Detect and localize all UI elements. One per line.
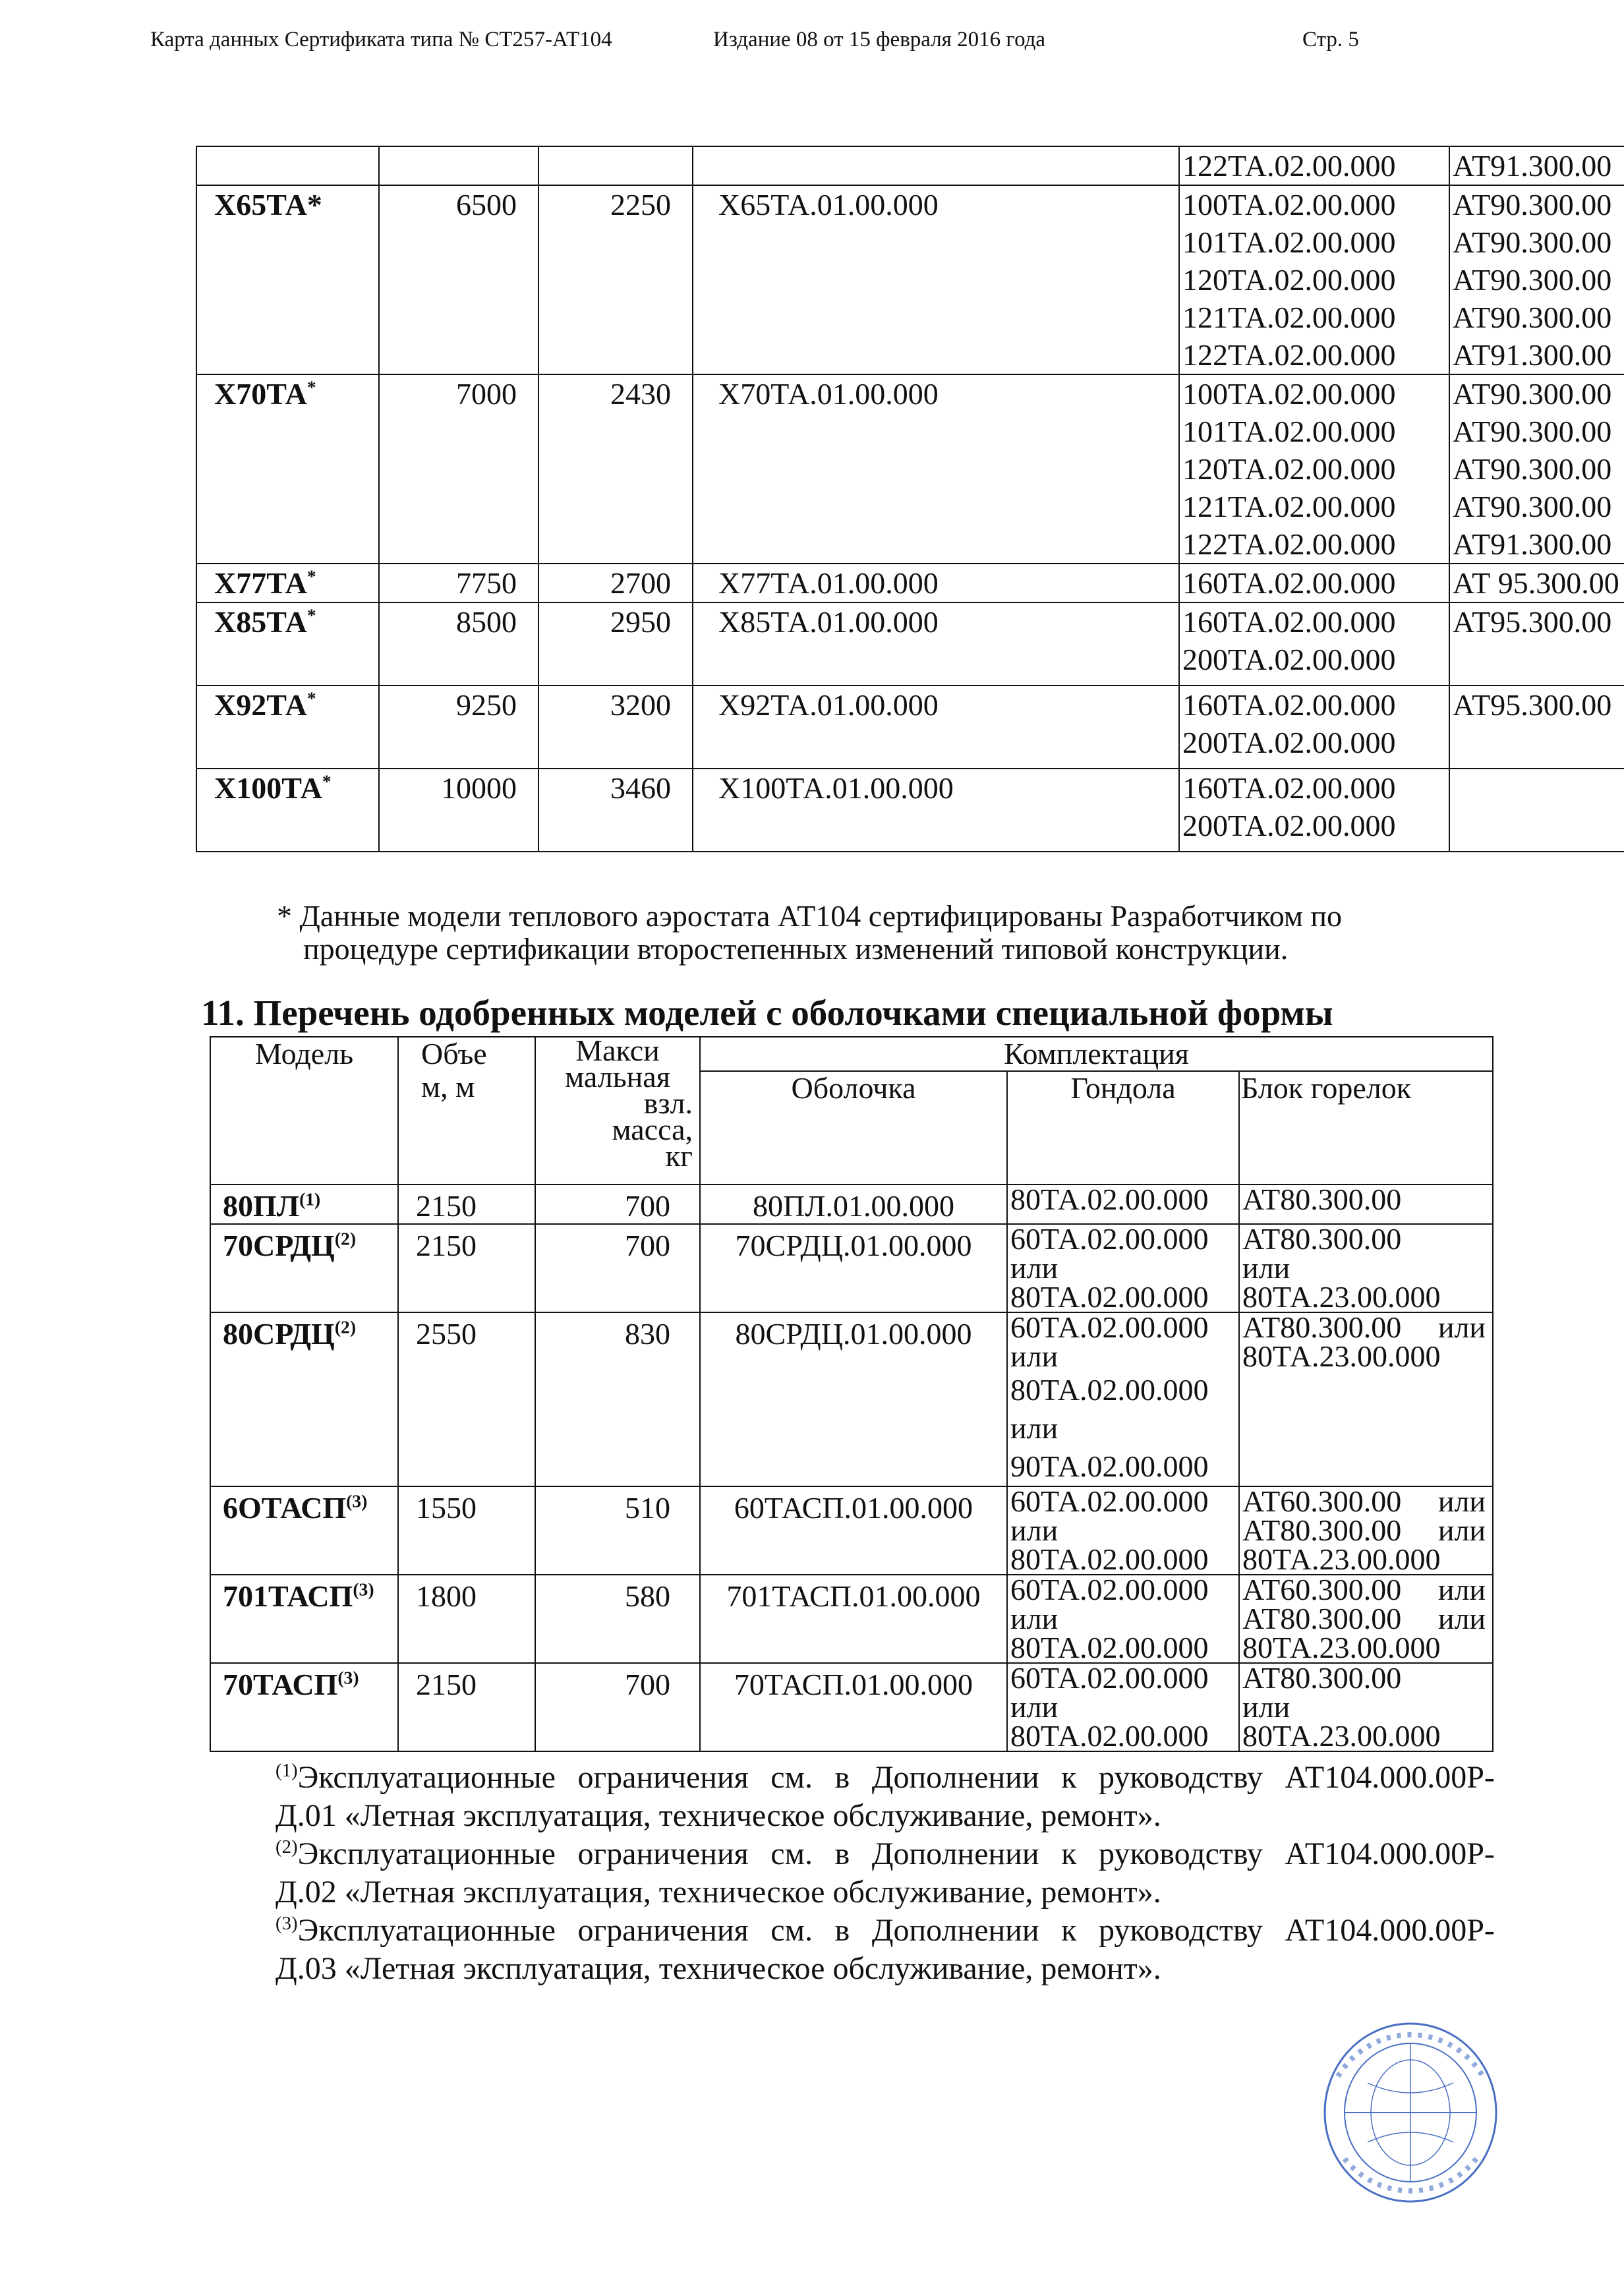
gondola-code: 101ТА.02.00.000 <box>1182 225 1396 259</box>
model-name: Х65ТА* <box>214 188 322 221</box>
header-model: Модель <box>210 1037 398 1184</box>
envelope-cell: Х85ТА.01.00.000 <box>693 602 1179 686</box>
note-lead <box>276 1835 556 1873</box>
burner-code: АТ 95.300.00 <box>1453 566 1619 600</box>
burner-cell <box>1449 769 1624 852</box>
header-kit: Комплектация <box>700 1037 1493 1071</box>
burner-code: 80ТА.23.00.000 <box>1242 1339 1441 1373</box>
note-word: см. <box>770 1913 813 1948</box>
envelope-cell: Х65ТА.01.00.000 <box>693 185 1179 374</box>
note-mark: (3) <box>346 1490 368 1511</box>
or-word: или <box>1010 1690 1058 1724</box>
envelope-cell: 80ПЛ.01.00.000 <box>700 1184 1007 1224</box>
gondola-code: 100ТА.02.00.000 <box>1182 188 1396 221</box>
table-row <box>210 1224 1493 1312</box>
table-row <box>210 1663 1493 1751</box>
note-word: Эксплуатационные <box>297 1760 556 1795</box>
model-cell <box>210 1575 398 1663</box>
note-word: Дополнении <box>871 1760 1039 1795</box>
note-word: ограничения <box>577 1760 749 1795</box>
volume-cell: 1550 <box>398 1486 535 1575</box>
gondola-code: 160ТА.02.00.000 <box>1182 771 1396 805</box>
burner-code: АТ90.300.00 <box>1453 415 1612 448</box>
mass-cell: 2430 <box>538 374 693 564</box>
mass-cell: 2700 <box>538 564 693 602</box>
burner-code: АТ90.300.00 <box>1453 225 1612 259</box>
or-word: или <box>1010 1251 1058 1285</box>
gondola-code: 160ТА.02.00.000 <box>1182 566 1396 600</box>
burner-code: АТ80.300.00 <box>1242 1312 1402 1344</box>
header-edition: Издание 08 от 15 февраля 2016 года <box>713 28 1046 51</box>
burner-cell <box>1449 686 1624 769</box>
gondola-code: 160ТА.02.00.000 <box>1182 605 1396 639</box>
model-name: 6ОТАСП <box>223 1491 347 1525</box>
special-shape-models-table <box>210 1036 1494 1752</box>
table-row <box>196 564 1624 602</box>
gondola-code: 120ТА.02.00.000 <box>1182 452 1396 486</box>
table-row <box>210 1575 1493 1663</box>
model-name: 80ПЛ <box>223 1189 300 1223</box>
model-name: Х100ТА <box>214 771 322 805</box>
gondola-cell <box>1179 686 1449 769</box>
note-word: в <box>834 1913 850 1948</box>
star-footnote <box>277 900 1503 966</box>
gondola-code: 80ТА.02.00.000 <box>1010 1184 1209 1216</box>
note-line-continued: Д.02 «Летная эксплуатация, техническое обслуживание, ремонт». <box>276 1875 1161 1910</box>
note-line-continued: Д.01 «Летная эксплуатация, техническое обслуживание, ремонт». <box>276 1798 1161 1833</box>
burner-code: АТ80.300.00 <box>1242 1224 1402 1256</box>
model-cell <box>196 686 379 769</box>
burner-code: АТ95.300.00 <box>1453 688 1612 722</box>
note-word: руководству <box>1098 1760 1263 1795</box>
gondola-code: 122ТА.02.00.000 <box>1182 527 1396 561</box>
mass-cell: 700 <box>535 1663 700 1751</box>
mass-cell: 830 <box>535 1312 700 1486</box>
volume-cell: 10000 <box>379 769 538 852</box>
note-word: Дополнении <box>871 1836 1039 1871</box>
envelope-cell: Х100ТА.01.00.000 <box>693 769 1179 852</box>
note-word: к <box>1061 1760 1077 1795</box>
gondola-code: 122ТА.02.00.000 <box>1182 338 1396 372</box>
model-name: Х85ТА <box>214 605 307 639</box>
gondola-code: 80ТА.02.00.000 <box>1010 1542 1209 1575</box>
burner-cell <box>1449 602 1624 686</box>
gondola-code: 80ТА.02.00.000 <box>1010 1631 1209 1663</box>
volume-cell: 8500 <box>379 602 538 686</box>
mass-cell: 3460 <box>538 769 693 852</box>
volume-cell: 7000 <box>379 374 538 564</box>
model-name: Х77ТА <box>214 566 307 600</box>
gondola-code: 100ТА.02.00.000 <box>1182 377 1396 411</box>
note-mark: (3) <box>337 1667 359 1688</box>
volume-cell: 7750 <box>379 564 538 602</box>
volume-cell: 2150 <box>398 1184 535 1224</box>
burner-code: АТ91.300.00 <box>1453 338 1612 372</box>
note-mark: (1) <box>299 1188 321 1210</box>
volume-cell: 2550 <box>398 1312 535 1486</box>
burner-cell <box>1449 185 1624 374</box>
or-word: или <box>1437 1602 1486 1635</box>
header-gondola: Гондола <box>1007 1071 1239 1184</box>
mass-cell: 510 <box>535 1486 700 1575</box>
gondola-code: 200ТА.02.00.000 <box>1182 643 1396 676</box>
burner-cell <box>1239 1663 1493 1751</box>
mass-cell: 580 <box>535 1575 700 1663</box>
official-seal-icon <box>1318 2017 1503 2208</box>
gondola-code: 60ТА.02.00.000 <box>1010 1486 1209 1518</box>
asterisk-mark: * <box>306 566 316 587</box>
envelope-cell: 80СРДЦ.01.00.000 <box>700 1312 1007 1486</box>
gondola-code: 121ТА.02.00.000 <box>1182 490 1396 523</box>
star-footnote-line1: * Данные модели теплового аэростата АТ104 сертифицированы Разработчиком по <box>277 899 1343 933</box>
burner-cell <box>1239 1184 1493 1224</box>
table-row <box>196 769 1624 852</box>
note-mark: (3) <box>276 1913 298 1934</box>
gondola-code: 200ТА.02.00.000 <box>1182 726 1396 759</box>
gondola-cell <box>1007 1224 1239 1312</box>
burner-code: АТ90.300.00 <box>1453 301 1612 334</box>
gondola-cell <box>1179 185 1449 374</box>
table-row <box>196 374 1624 564</box>
burner-cell <box>1239 1224 1493 1312</box>
note-word: к <box>1061 1836 1077 1871</box>
model-cell <box>210 1663 398 1751</box>
mass-cell: 2950 <box>538 602 693 686</box>
model-cell <box>196 564 379 602</box>
burner-code: АТ91.300.00 <box>1453 527 1612 561</box>
mass-cell: 2250 <box>538 185 693 374</box>
table-notes <box>276 1759 1495 1988</box>
header-mass: Макси мальная взл. масса, кг <box>535 1037 700 1184</box>
model-name: 80СРДЦ <box>223 1317 335 1351</box>
envelope-cell: 70ТАСП.01.00.000 <box>700 1663 1007 1751</box>
or-word: или <box>1010 1339 1058 1373</box>
envelope-cell: Х92ТА.01.00.000 <box>693 686 1179 769</box>
burner-code: АТ90.300.00 <box>1453 377 1612 411</box>
burner-code: АТ90.300.00 <box>1453 452 1612 486</box>
burner-cell: АТ91.300.00 <box>1449 146 1624 185</box>
note-word: см. <box>770 1760 813 1795</box>
asterisk-mark: * <box>322 771 332 792</box>
or-word: или <box>1242 1251 1290 1285</box>
note-word: ограничения <box>577 1913 749 1948</box>
envelope-cell: Х77ТА.01.00.000 <box>693 564 1179 602</box>
table-row <box>196 146 1624 185</box>
model-cell <box>196 374 379 564</box>
gondola-code: 120ТА.02.00.000 <box>1182 263 1396 297</box>
or-word: или <box>1437 1575 1486 1606</box>
note-mark: (2) <box>334 1228 357 1249</box>
star-footnote-line2: процедуре сертификации второстепенных изменений типовой конструкции. <box>303 932 1289 966</box>
gondola-code: 60ТА.02.00.000 <box>1010 1575 1209 1606</box>
burner-code: АТ60.300.00 <box>1242 1486 1402 1518</box>
model-name: 701ТАСП <box>223 1579 353 1613</box>
gondola-code: 80ТА.02.00.000 <box>1010 1719 1209 1751</box>
gondola-cell <box>1007 1312 1239 1486</box>
note-line <box>276 1912 1495 1950</box>
envelope-cell: 701ТАСП.01.00.000 <box>700 1575 1007 1663</box>
burner-code: 80ТА.23.00.000 <box>1242 1280 1441 1312</box>
burner-cell <box>1449 564 1624 602</box>
gondola-cell <box>1007 1663 1239 1751</box>
note-word: к <box>1061 1913 1077 1948</box>
burner-cell <box>1239 1312 1493 1486</box>
gondola-cell <box>1007 1486 1239 1575</box>
envelope-cell: 70СРДЦ.01.00.000 <box>700 1224 1007 1312</box>
volume-cell: 2150 <box>398 1224 535 1312</box>
note-mark: (3) <box>353 1579 374 1600</box>
gondola-cell <box>1179 769 1449 852</box>
envelope-cell: 60ТАСП.01.00.000 <box>700 1486 1007 1575</box>
table-row <box>210 1184 1493 1224</box>
model-name: Х70ТА <box>214 377 307 411</box>
header-envelope: Оболочка <box>700 1071 1007 1184</box>
note-word: Дополнении <box>871 1913 1039 1948</box>
table-row <box>196 686 1624 769</box>
note-line <box>276 1835 1495 1873</box>
gondola-code: 200ТА.02.00.000 <box>1182 809 1396 842</box>
models-table-continued <box>196 146 1624 852</box>
note-mark: (1) <box>276 1760 298 1781</box>
or-word: или <box>1242 1690 1290 1724</box>
gondola-cell <box>1007 1575 1239 1663</box>
burner-code: АТ90.300.00 <box>1453 188 1612 221</box>
note-line-continued: Д.03 «Летная эксплуатация, техническое обслуживание, ремонт». <box>276 1951 1161 1986</box>
burner-code: 80ТА.23.00.000 <box>1242 1542 1441 1575</box>
model-cell <box>196 185 379 374</box>
gondola-cell: 122ТА.02.00.000 <box>1179 146 1449 185</box>
note-word: ограничения <box>577 1836 749 1871</box>
volume-cell: 9250 <box>379 686 538 769</box>
note-word: АТ104.000.00Р- <box>1285 1913 1495 1948</box>
model-cell <box>210 1184 398 1224</box>
note-lead <box>276 1912 556 1950</box>
volume-cell: 6500 <box>379 185 538 374</box>
table-row <box>196 602 1624 686</box>
gondola-code: 160ТА.02.00.000 <box>1182 688 1396 722</box>
table-header-row <box>210 1037 1493 1071</box>
model-cell <box>210 1312 398 1486</box>
gondola-code: 101ТА.02.00.000 <box>1182 415 1396 448</box>
burner-code: АТ60.300.00 <box>1242 1575 1402 1606</box>
burner-code: АТ80.300.00 <box>1242 1184 1402 1216</box>
table-row <box>210 1486 1493 1575</box>
model-cell <box>210 1486 398 1575</box>
note-word: Эксплуатационные <box>297 1913 556 1948</box>
mass-cell: 3200 <box>538 686 693 769</box>
gondola-code: 121ТА.02.00.000 <box>1182 301 1396 334</box>
or-word: или <box>1010 1411 1058 1445</box>
note-line <box>276 1759 1495 1797</box>
model-name: Х92ТА <box>214 688 307 722</box>
table-row <box>196 185 1624 374</box>
section-title: 11. Перечень одобренных моделей с оболочками специальной формы <box>201 993 1333 1033</box>
or-word: или <box>1437 1486 1486 1518</box>
note-word: АТ104.000.00Р- <box>1285 1760 1495 1795</box>
mass-cell: 700 <box>535 1184 700 1224</box>
note-mark: (2) <box>276 1836 298 1857</box>
model-name: 70СРДЦ <box>223 1229 335 1262</box>
note-word: см. <box>770 1836 813 1871</box>
note-word: АТ104.000.00Р- <box>1285 1836 1495 1871</box>
or-word: или <box>1010 1513 1058 1547</box>
or-word: или <box>1437 1312 1486 1344</box>
asterisk-mark: * <box>306 687 316 709</box>
volume-cell: 2150 <box>398 1663 535 1751</box>
burner-code: 80ТА.23.00.000 <box>1242 1631 1441 1663</box>
burner-cell <box>1449 374 1624 564</box>
burner-cell <box>1239 1486 1493 1575</box>
or-word: или <box>1010 1602 1058 1635</box>
gondola-cell <box>1179 374 1449 564</box>
model-cell <box>196 769 379 852</box>
gondola-code: 80ТА.02.00.000 <box>1010 1280 1209 1312</box>
header-doc-title: Карта данных Сертификата типа № СТ257-АТ104 <box>150 28 612 51</box>
model-name: 70ТАСП <box>223 1668 338 1701</box>
note-word: в <box>834 1760 850 1795</box>
gondola-code: 80ТА.02.00.000 <box>1010 1373 1209 1407</box>
burner-code: АТ95.300.00 <box>1453 605 1612 639</box>
header-volume: Объе м, м <box>398 1037 535 1184</box>
mass-cell: 700 <box>535 1224 700 1312</box>
note-word: Эксплуатационные <box>297 1836 556 1871</box>
model-cell <box>196 602 379 686</box>
gondola-code: 90ТА.02.00.000 <box>1010 1449 1209 1483</box>
burner-code: АТ90.300.00 <box>1453 263 1612 297</box>
gondola-code: 60ТА.02.00.000 <box>1010 1312 1209 1344</box>
burner-code: АТ80.300.00 <box>1242 1513 1402 1547</box>
burner-code: 80ТА.23.00.000 <box>1242 1719 1441 1751</box>
gondola-code: 60ТА.02.00.000 <box>1010 1663 1209 1695</box>
header-page-number: Стр. 5 <box>1302 28 1359 51</box>
gondola-code: 60ТА.02.00.000 <box>1010 1224 1209 1256</box>
asterisk-mark: * <box>306 604 316 626</box>
note-word: в <box>834 1836 850 1871</box>
table-row <box>210 1312 1493 1486</box>
asterisk-mark: * <box>306 376 316 397</box>
gondola-cell <box>1179 602 1449 686</box>
burner-code: АТ80.300.00 <box>1242 1602 1402 1635</box>
or-word: или <box>1437 1513 1486 1547</box>
header-burner: Блок горелок <box>1239 1071 1493 1184</box>
note-mark: (2) <box>334 1316 357 1337</box>
gondola-cell <box>1007 1184 1239 1224</box>
burner-code: АТ80.300.00 <box>1242 1663 1402 1695</box>
model-cell <box>210 1224 398 1312</box>
note-word: руководству <box>1098 1836 1263 1871</box>
gondola-cell <box>1179 564 1449 602</box>
note-word: руководству <box>1098 1913 1263 1948</box>
burner-code: АТ90.300.00 <box>1453 490 1612 523</box>
volume-cell: 1800 <box>398 1575 535 1663</box>
burner-cell <box>1239 1575 1493 1663</box>
note-lead <box>276 1759 556 1797</box>
envelope-cell: Х70ТА.01.00.000 <box>693 374 1179 564</box>
